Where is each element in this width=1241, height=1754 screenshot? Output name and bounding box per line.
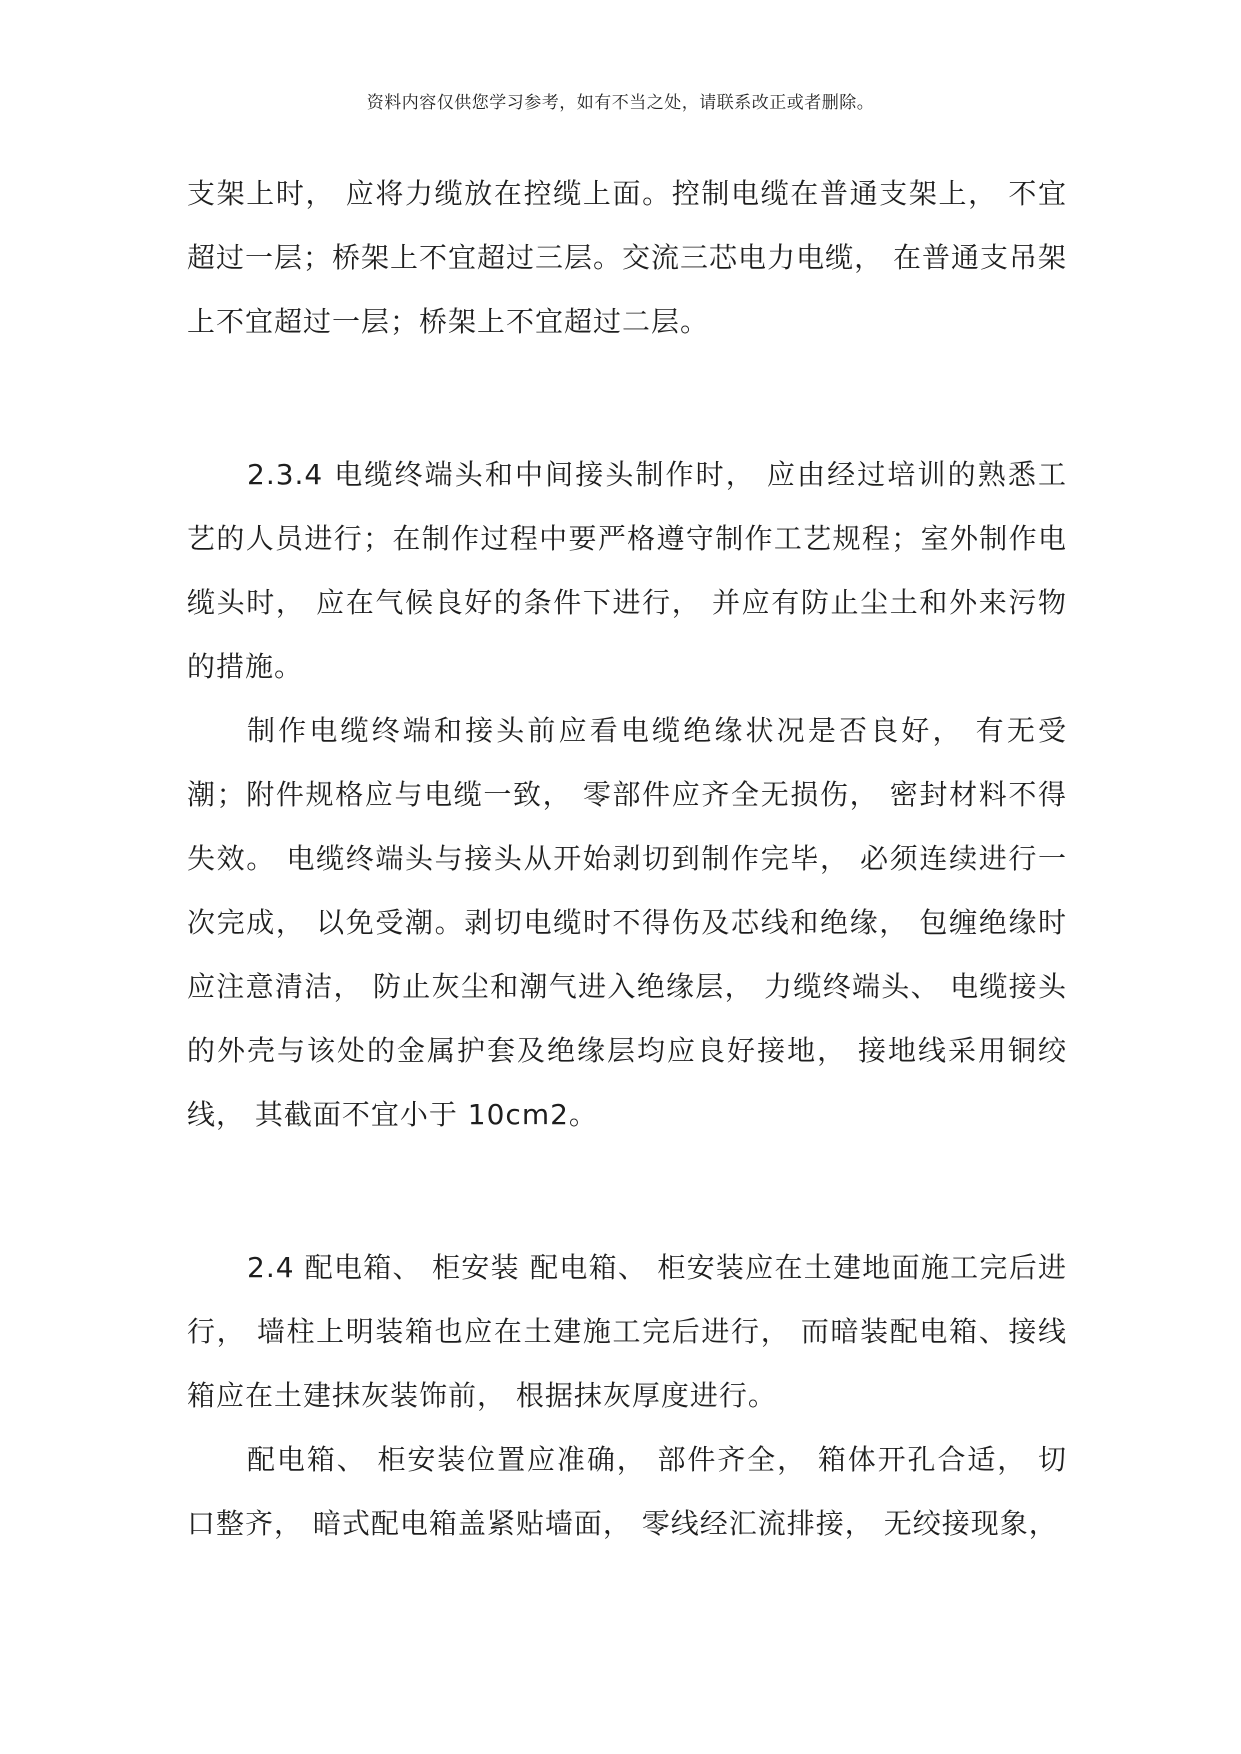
paragraph-cable-layering: 支架上时， 应将力缆放在控缆上面。控制电缆在普通支架上， 不宜超过一层；桥架上不宜超过三层。交流三芯电力电缆， 在普通支吊架上不宜超过一层；桥架上不宜超过二层。 (187, 177, 1067, 338)
paragraph-gap (187, 354, 1067, 443)
document-body (187, 162, 1067, 1556)
paragraph-cable-terminal-prep: 制作电缆终端和接头前应看电缆绝缘状况是否良好， 有无受潮；附件规格应与电缆一致， 零部件应齐全无损伤， 密封材料不得失效。 电缆终端头与接头从开始剥切到制作完毕， 必须连续进行一次完成， 以免受潮。剥切电缆时不得伤及芯线和绝缘， 包缠绝缘时应注意清洁， 防止灰尘和潮气进入绝缘层， 力缆终端头、 电缆接头的外壳与该处的金属护套及绝缘层均应良好接地， 接地线采用铜绞线， 其截面不宜小于 10cm2。 (187, 714, 1067, 1131)
paragraph-gap (187, 1147, 1067, 1236)
paragraph-box-installation: 配电箱、 柜安装位置应准确， 部件齐全， 箱体开孔合适， 切口整齐， 暗式配电箱盖紧贴墙面， 零线经汇流排接， 无绞接现象， (187, 1443, 1067, 1540)
paragraph-section-2-3-4: 2.3.4 电缆终端头和中间接头制作时， 应由经过培训的熟悉工艺的人员进行；在制作过程中要严格遵守制作工艺规程；室外制作电缆头时， 应在气候良好的条件下进行， 并应有防止尘土和外来污物的措施。 (187, 458, 1067, 683)
header-disclaimer: 资料内容仅供您学习参考，如有不当之处，请联系改正或者删除。 (366, 93, 875, 113)
paragraph-section-2-4: 2.4 配电箱、 柜安装 配电箱、 柜安装应在土建地面施工完后进行， 墙柱上明装箱也应在土建施工完后进行， 而暗装配电箱、接线箱应在土建抹灰装饰前， 根据抹灰厚度进行。 (187, 1251, 1067, 1412)
